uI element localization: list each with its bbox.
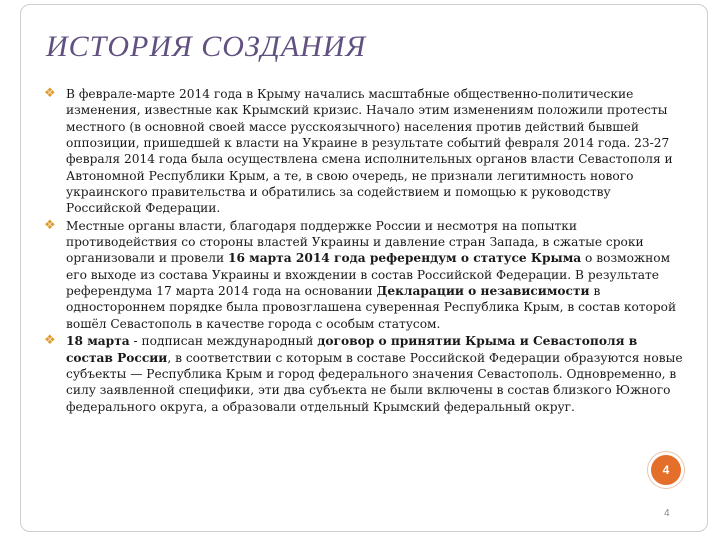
bullet-item xyxy=(44,333,684,415)
text-segment: Местные органы власти, благодаря поддержке России и несмотря на попытки противодействия со стороны властей Украины и давление стран Запада, в сжатые сроки организовали и провели xyxy=(66,218,644,266)
bullet-item xyxy=(44,86,684,217)
bold-text-segment: 18 марта xyxy=(66,334,130,349)
text-segment: - подписан международный xyxy=(129,334,318,349)
text-segment: , в соответствии с которым в составе Российской Федерации образуются новые субъекты — Республика Крым и город федерального значения Севастополь. Одновременно, в силу заявленной специфики, эти два субъекта не были включены в состав близкого Южного федерального округа, а образовали отдельный Крымский федеральный округ. xyxy=(66,350,683,414)
diamond-bullet-icon: ❖ xyxy=(44,217,56,233)
bold-text-segment: 16 марта 2014 года референдум о статусе Крыма xyxy=(227,251,582,266)
slide-title: ИСТОРИЯ СОЗДАНИЯ xyxy=(46,30,367,63)
text-segment: В феврале-марте 2014 года в Крыму начались масштабные общественно-политические изменения, известные как Крымский кризис. Начало этим изменениям положили протесты местного (в основной своей массе русскоязычного) населения против действий бывшей оппозиции, пришедшей к власти на Украине в результате событий февраля 2014 года. 23-27 февраля 2014 года была осуществлена смена исполнительных органов власти Севастополя и Автономной Республики Крым, а те, в свою очередь, не признали легитимность нового украинского правительства и обратились за содействием и помощью к руководству Российской Федерации. xyxy=(66,87,673,216)
text-segment: о возможном его выходе из состава Украины и вхождении в состав Российской Федерации. В результате референдума 17 марта 2014 года на основании xyxy=(66,251,671,299)
bullet-list xyxy=(44,86,684,416)
bold-text-segment: договор о принятии Крыма и Севастополя в состав России xyxy=(66,334,638,365)
diamond-bullet-icon: ❖ xyxy=(44,333,56,349)
page-number: 4 xyxy=(664,508,670,519)
bold-text-segment: Декларации о независимости xyxy=(376,284,590,299)
diamond-bullet-icon: ❖ xyxy=(44,86,56,101)
bullet-item xyxy=(44,218,684,332)
text-segment: в одностороннем порядке была провозглашена суверенная Республика Крым, в состав которой вошёл Севастополь в качестве города с особым статусом. xyxy=(66,284,677,331)
page-badge: 4 xyxy=(648,452,684,488)
